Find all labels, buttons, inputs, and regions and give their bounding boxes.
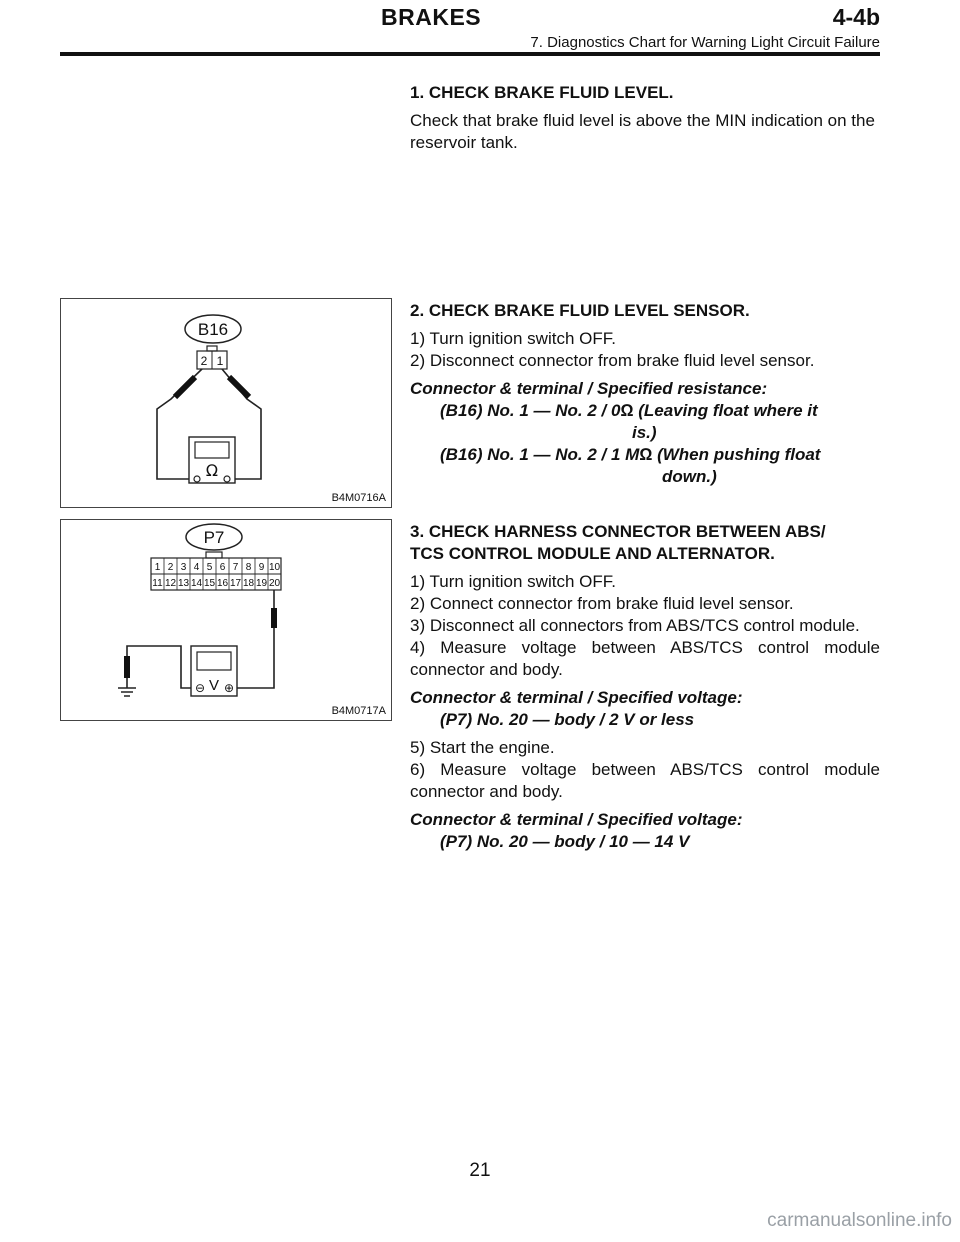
step-1-heading: 1. CHECK BRAKE FLUID LEVEL.: [410, 83, 674, 102]
p7-pin-10: 10: [268, 562, 281, 573]
step-2-spec-heading: Connector & terminal / Specified resistance:: [410, 379, 768, 398]
p7-connector-label: P7: [203, 528, 225, 547]
step-3-spec-2: (P7) No. 20 — body / 10 — 14 V: [440, 832, 690, 851]
step-2-line-2: 2) Disconnect connector from brake fluid level sensor.: [410, 351, 815, 370]
step-2-spec-2-line-b: down.): [662, 467, 717, 486]
watermark: carmanualsonline.info: [767, 1210, 952, 1231]
step-2-spec-1-line-a: (B16) No. 1 — No. 2 / 0Ω (Leaving float where it: [440, 401, 818, 420]
p7-pin-20: 20: [268, 578, 281, 589]
p7-pin-7: 7: [232, 562, 239, 573]
step-3-line-3: 3) Disconnect all connectors from ABS/TCS control module.: [410, 616, 860, 635]
step-3-heading: [410, 521, 880, 565]
p7-pin-6: 6: [219, 562, 226, 573]
volt-symbol: V: [208, 677, 220, 694]
b16-connector-label: B16: [197, 320, 229, 339]
page-number: 21: [469, 1160, 491, 1181]
p7-pin-15: 15: [203, 578, 216, 589]
figure-b16: [60, 298, 392, 508]
figure-p7: [60, 519, 392, 721]
figure-b16-label: B4M0716A: [331, 492, 386, 504]
step-2-heading: 2. CHECK BRAKE FLUID LEVEL SENSOR.: [410, 301, 750, 320]
step-3-heading-line-a: 3. CHECK HARNESS CONNECTOR BETWEEN ABS/: [410, 522, 826, 541]
step-3-line-4: 4) Measure voltage between ABS/TCS control module connector and body.: [410, 638, 880, 679]
step-3-spec-1: (P7) No. 20 — body / 2 V or less: [440, 710, 695, 729]
step-3-line-6: 6) Measure voltage between ABS/TCS control module connector and body.: [410, 760, 880, 801]
p7-pin-9: 9: [258, 562, 265, 573]
ohm-symbol: Ω: [205, 461, 219, 480]
step-1-body: Check that brake fluid level is above the MIN indication on the reservoir tank.: [410, 111, 875, 152]
p7-pin-5: 5: [206, 562, 213, 573]
step-3-spec-heading-2: Connector & terminal / Specified voltage:: [410, 810, 743, 829]
p7-pin-4: 4: [193, 562, 200, 573]
p7-pin-8: 8: [245, 562, 252, 573]
step-2-spec-1-line-b: is.): [632, 423, 657, 442]
step-2-spec-2: [410, 444, 880, 488]
step-3-line-1: 1) Turn ignition switch OFF.: [410, 572, 616, 591]
figure-p7-label: B4M0717A: [331, 705, 386, 717]
p7-pin-1: 1: [154, 562, 161, 573]
plus-terminal: ⊕: [223, 681, 235, 695]
p7-pin-14: 14: [190, 578, 203, 589]
p7-pin-19: 19: [255, 578, 268, 589]
step-3-line-2: 2) Connect connector from brake fluid level sensor.: [410, 594, 794, 613]
p7-pin-16: 16: [216, 578, 229, 589]
step-2: [410, 300, 880, 488]
step-2-line-1: 1) Turn ignition switch OFF.: [410, 329, 616, 348]
b16-wiring-diagram: [61, 299, 391, 507]
header-section-title: BRAKES: [381, 4, 482, 30]
p7-pin-17: 17: [229, 578, 242, 589]
step-2-spec-2-line-a: (B16) No. 1 — No. 2 / 1 MΩ (When pushing float: [440, 445, 821, 464]
step-3-line-5: 5) Start the engine.: [410, 738, 555, 757]
p7-pin-3: 3: [180, 562, 187, 573]
p7-pin-13: 13: [177, 578, 190, 589]
p7-pin-18: 18: [242, 578, 255, 589]
minus-terminal: ⊖: [194, 681, 206, 695]
step-1: [410, 82, 880, 154]
step-3-heading-line-b: TCS CONTROL MODULE AND ALTERNATOR.: [410, 544, 775, 563]
header-rule: [60, 52, 880, 56]
header-subtitle: 7. Diagnostics Chart for Warning Light Circuit Failure: [530, 34, 880, 51]
header-section-code: 4-4b: [832, 4, 880, 30]
p7-pin-2: 2: [167, 562, 174, 573]
p7-pin-12: 12: [164, 578, 177, 589]
p7-pin-11: 11: [152, 578, 163, 589]
step-2-spec-1: [410, 400, 880, 444]
step-3-spec-heading: Connector & terminal / Specified voltage:: [410, 688, 743, 707]
step-3: [410, 521, 880, 853]
p7-wiring-diagram: [61, 520, 391, 720]
b16-pin-1: 1: [216, 354, 224, 368]
b16-pin-2: 2: [200, 354, 208, 368]
